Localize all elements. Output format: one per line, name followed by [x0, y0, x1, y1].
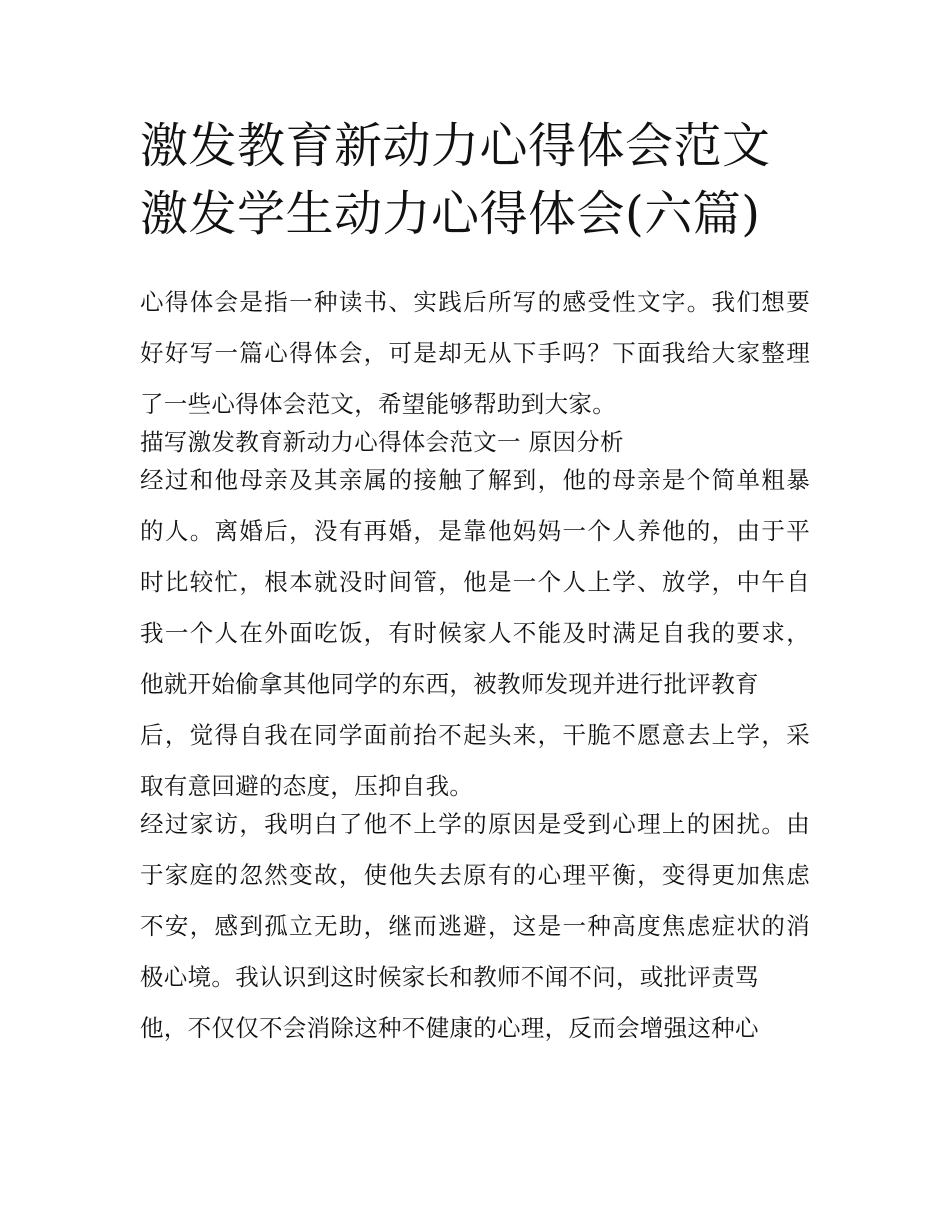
intro-line-3: 了一些心得体会范文，希望能够帮助到大家。	[140, 390, 616, 418]
document-body	[140, 282, 830, 1059]
paragraph-2-line-1: 经过家访，我明白了他不上学的原因是受到心理上的困扰。由	[140, 810, 810, 838]
paragraph-2-line-2: 于家庭的忽然变故，使他失去原有的心理平衡，变得更加焦虑	[140, 861, 810, 889]
section-heading: 描写激发教育新动力心得体会范文一 原因分析	[140, 428, 624, 456]
paragraph-1-line-3: 时比较忙，根本就没时间管，他是一个人上学、放学，中午自	[140, 568, 810, 596]
paragraph-1-line-4: 我一个人在外面吃饭，有时候家人不能及时满足自我的要求，	[140, 619, 810, 647]
title-line-2: 激发学生动力心得体会(六篇)	[140, 186, 761, 242]
paragraph-2-line-5: 他，不仅仅不会消除这种不健康的心理，反而会增强这种心	[140, 1014, 759, 1042]
intro-line-2: 好好写一篇心得体会，可是却无从下手吗？下面我给大家整理	[140, 339, 810, 367]
paragraph-1	[140, 460, 830, 804]
document-title	[140, 112, 840, 248]
intro-line-1: 心得体会是指一种读书、实践后所写的感受性文字。我们想要	[140, 288, 810, 316]
intro-paragraph	[140, 282, 830, 422]
paragraph-1-line-6: 后，觉得自我在同学面前抬不起头来，干脆不愿意去上学，采	[140, 721, 810, 749]
paragraph-2	[140, 804, 830, 1059]
paragraph-2-line-3: 不安，感到孤立无助，继而逃避，这是一种高度焦虑症状的消	[140, 912, 810, 940]
title-line-1: 激发教育新动力心得体会范文	[140, 118, 771, 174]
paragraph-1-line-7: 取有意回避的态度，压抑自我。	[140, 772, 474, 800]
paragraph-1-line-2: 的人。离婚后，没有再婚，是靠他妈妈一个人养他的，由于平	[140, 517, 810, 545]
paragraph-2-line-4: 极心境。我认识到这时候家长和教师不闻不问，或批评责骂	[140, 963, 759, 991]
paragraph-1-line-5: 他就开始偷拿其他同学的东西，被教师发现并进行批评教育	[140, 670, 759, 698]
paragraph-1-line-1: 经过和他母亲及其亲属的接触了解到，他的母亲是个简单粗暴	[140, 466, 810, 494]
